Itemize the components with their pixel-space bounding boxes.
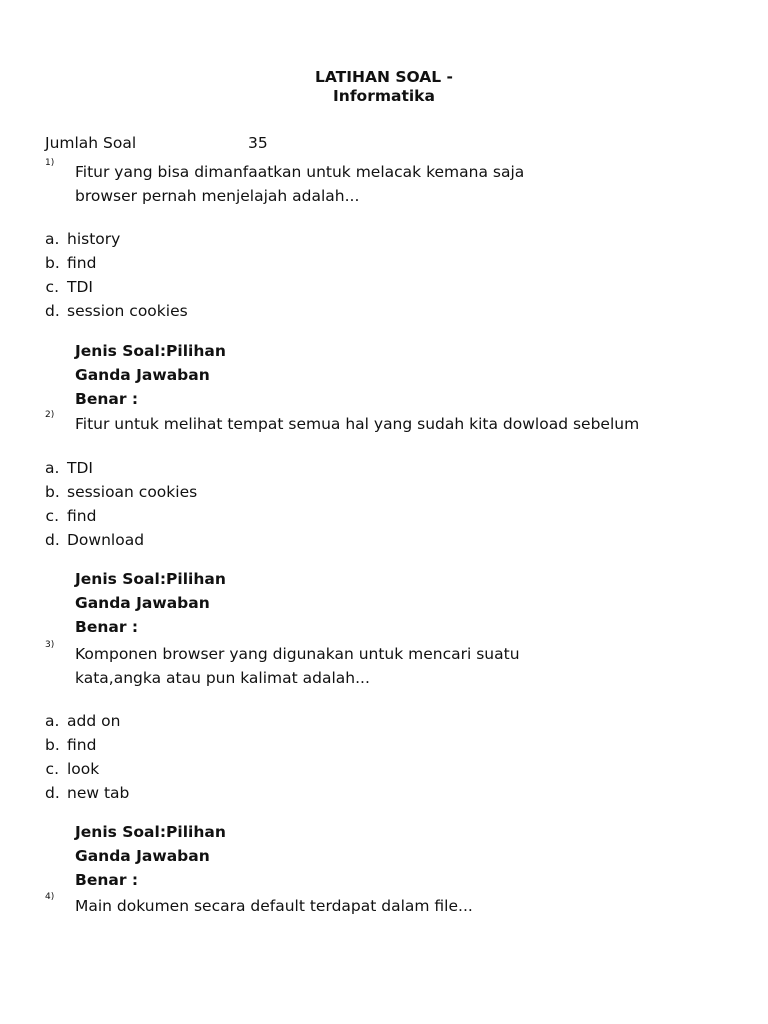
option-text: sessioan cookies — [67, 483, 198, 501]
question-text-line: browser pernah menjelajah adalah... — [75, 187, 360, 205]
question-type-label-1 — [75, 339, 226, 411]
option-letter: b. — [45, 736, 60, 754]
option-letter: a. — [45, 712, 60, 730]
option-text: add on — [67, 712, 121, 730]
option-letter: a. — [45, 230, 60, 248]
option-letter: d. — [45, 302, 60, 320]
option-text: TDI — [67, 459, 93, 477]
option-text: find — [67, 736, 97, 754]
option-text: history — [67, 230, 121, 248]
type-label-line: Jenis Soal:Pilihan — [75, 823, 226, 841]
option-text: look — [67, 760, 100, 778]
type-label-line: Ganda Jawaban — [75, 847, 210, 865]
type-label-line: Benar : — [75, 871, 139, 889]
question-number: 4) — [45, 892, 55, 902]
question-number: 1) — [45, 158, 55, 168]
option-letter: c. — [45, 760, 59, 778]
question-text-line: Fitur yang bisa dimanfaatkan untuk melacak kemana saja — [75, 163, 525, 181]
option-text: Download — [67, 531, 145, 549]
question-text-line: Komponen browser yang digunakan untuk mencari suatu — [75, 645, 520, 663]
option-letter: d. — [45, 531, 60, 549]
option-letter: b. — [45, 483, 60, 501]
question-type-label-2 — [75, 567, 226, 639]
question-text-line: Main dokumen secara default terdapat dalam file... — [75, 897, 473, 915]
option-letter: c. — [45, 507, 59, 525]
question-text — [75, 642, 725, 690]
type-label-line: Ganda Jawaban — [75, 594, 210, 612]
page-title — [0, 68, 768, 106]
type-label-line: Jenis Soal:Pilihan — [75, 570, 226, 588]
question-text — [75, 412, 725, 436]
option-letter: b. — [45, 254, 60, 272]
question-count-value: 35 — [248, 134, 268, 152]
question-text — [75, 160, 725, 208]
question-number: 3) — [45, 640, 55, 650]
option-letter: c. — [45, 278, 59, 296]
option-text: TDI — [67, 278, 93, 296]
option-text: new tab — [67, 784, 130, 802]
type-label-line: Ganda Jawaban — [75, 366, 210, 384]
question-count-label: Jumlah Soal — [45, 134, 137, 152]
question-number: 2) — [45, 410, 55, 420]
type-label-line: Jenis Soal:Pilihan — [75, 342, 226, 360]
question-text — [75, 894, 725, 918]
question-text-line: Fitur untuk melihat tempat semua hal yang sudah kita dowload sebelum — [75, 415, 640, 433]
option-text: find — [67, 507, 97, 525]
option-text: find — [67, 254, 97, 272]
type-label-line: Benar : — [75, 390, 139, 408]
type-label-line: Benar : — [75, 618, 139, 636]
question-text-line: kata,angka atau pun kalimat adalah... — [75, 669, 370, 687]
page-title-line-2: Informatika — [333, 87, 435, 105]
question-type-label-3 — [75, 820, 226, 892]
option-text: session cookies — [67, 302, 188, 320]
option-letter: d. — [45, 784, 60, 802]
page-title-line-1: LATIHAN SOAL - — [315, 68, 453, 86]
option-letter: a. — [45, 459, 60, 477]
